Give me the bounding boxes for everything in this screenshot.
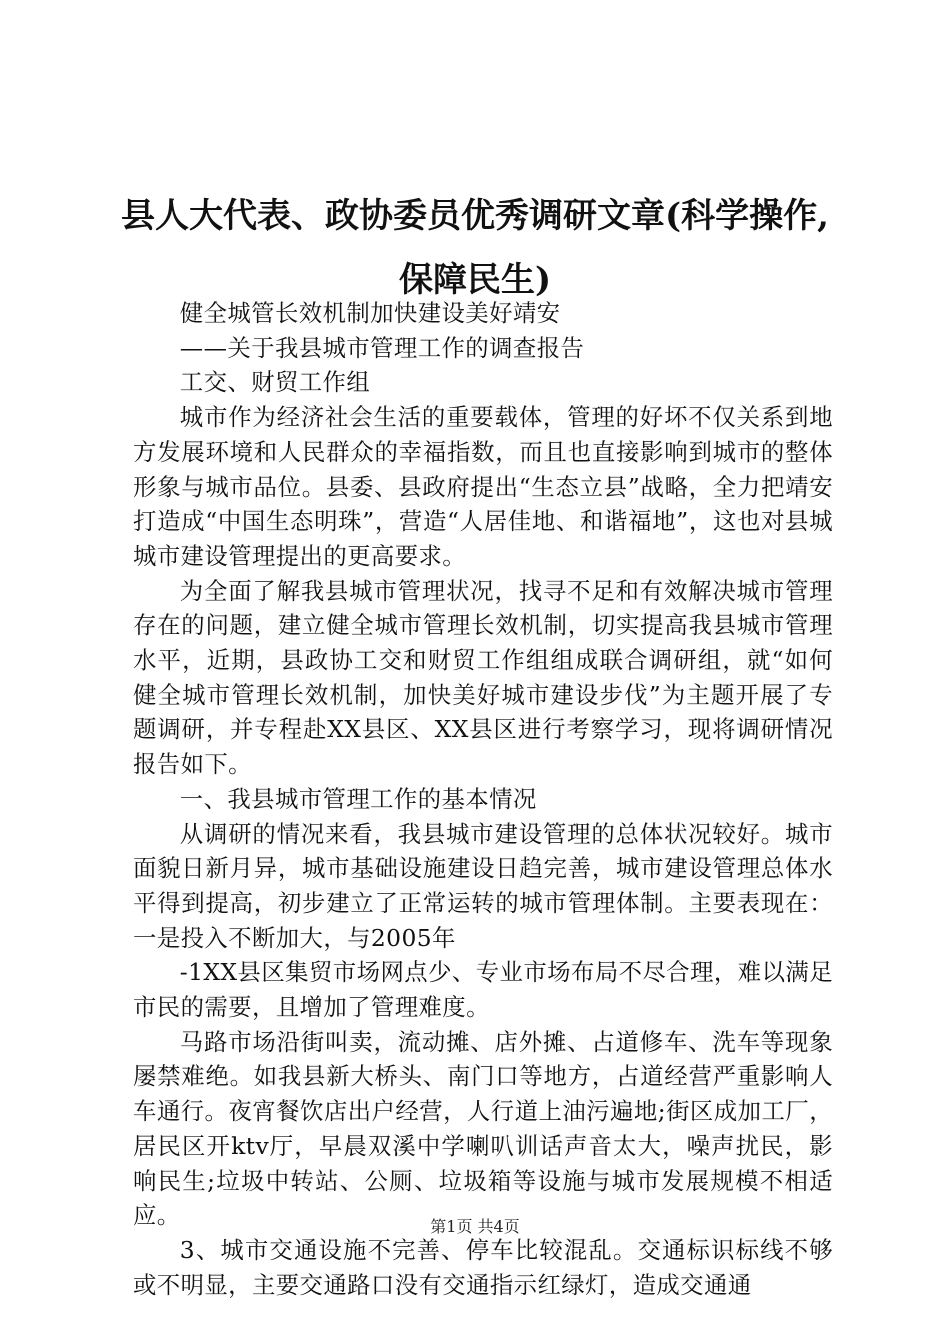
body-paragraph: 城市作为经济社会生活的重要载体，管理的好坏不仅关系到地方发展环境和人民群众的幸福指数，而且也直接影响到城市的整体形象与城市品位。县委、县政府提出“生态立县”战略，全力把靖安打造成“中国生态明珠”，营造“人居佳地、和谐福地”，这也对县城城市建设管理提出的更高要求。	[133, 403, 833, 570]
body-paragraph: 工交、财贸工作组	[179, 368, 371, 397]
body-paragraph: ——关于我县城市管理工作的调查报告	[179, 333, 585, 362]
document-title: 县人大代表、政协委员优秀调研文章(科学操作,保障民生)	[121, 196, 829, 300]
page-footer: 第1页 共4页	[430, 1217, 520, 1236]
body-paragraph: -1XX县区集贸市场网点少、专业市场布局不尽合理，难以满足市民的需要，且增加了管理难度。	[133, 958, 833, 1022]
document-body	[133, 296, 833, 1302]
section-heading: 一、我县城市管理工作的基本情况	[179, 784, 537, 813]
body-paragraph: 从调研的情况来看，我县城市建设管理的总体状况较好。城市面貌日新月异，城市基础设施建设日趋完善，城市建设管理总体水平得到提高，初步建立了正常运转的城市管理体制。主要表现在：一是投入不断加大，与2005年	[133, 819, 833, 952]
body-paragraph: 健全城管长效机制加快建设美好靖安	[179, 299, 561, 327]
body-paragraph: 3、城市交通设施不完善、停车比较混乱。交通标识标线不够或不明显，主要交通路口没有交通指示红绿灯，造成交通通	[133, 1235, 833, 1299]
body-paragraph: 马路市场沿街叫卖，流动摊、店外摊、占道修车、洗车等现象屡禁难绝。如我县新大桥头、南门口等地方，占道经营严重影响人车通行。夜宵餐饮店出户经营，人行道上油污遍地;街区成加工厂，居民区开ktv厅，早晨双溪中学喇叭训话声音太大，噪声扰民，影响民生;垃圾中转站、公厕、垃圾箱等设施与城市发展规模不相适应。	[133, 1027, 833, 1230]
body-paragraph: 为全面了解我县城市管理状况，找寻不足和有效解决城市管理存在的问题，建立健全城市管理长效机制，切实提高我县城市管理水平，近期，县政协工交和财贸工作组组成联合调研组，就“如何健全城市管理长效机制，加快美好城市建设步伐”为主题开展了专题调研，并专程赴XX县区、XX县区进行考察学习，现将调研情况报告如下。	[133, 576, 833, 779]
